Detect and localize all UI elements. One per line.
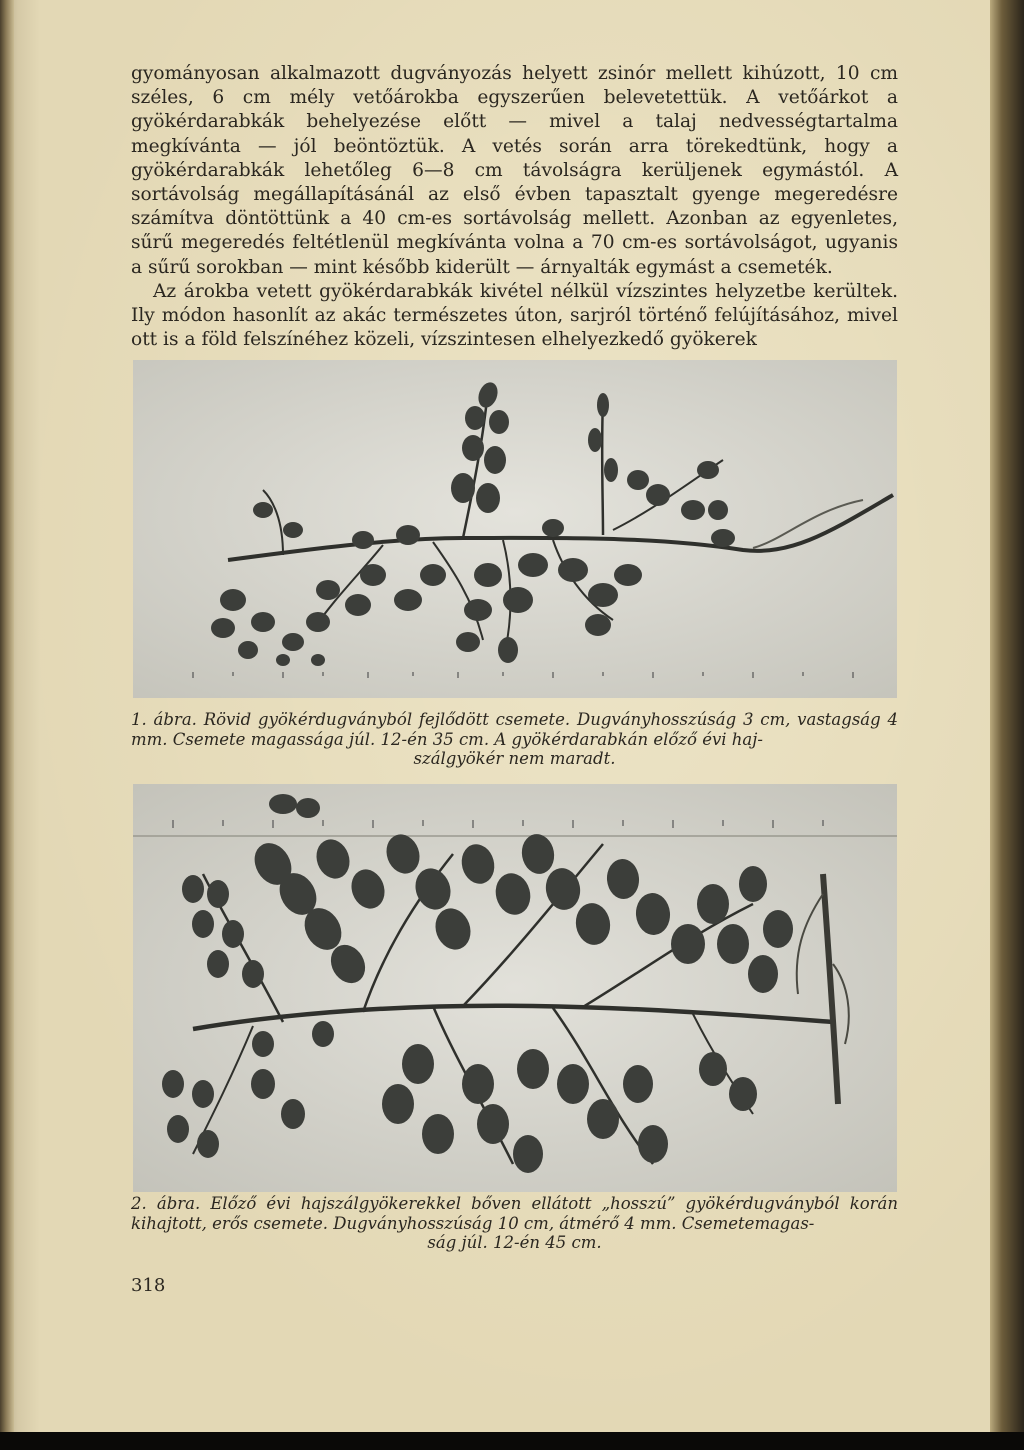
figure-2-caption-text: Előző évi hajszálgyökerekkel bőven ellátott „hosszú” gyökérdugványból korán kihajtott, erős csemete. Dugványhosszúság 10 cm, átmérő 4 mm. Csemetemagas- (131, 1194, 899, 1233)
book-binding (0, 0, 14, 1432)
figure-1-photo (133, 360, 897, 698)
bottom-strip (0, 1432, 1024, 1450)
figure-2-seedling-illustration (133, 784, 897, 1192)
figure-2-photo (133, 784, 897, 1192)
paragraph-2: Az árokba vetett gyökérdarabkák kivétel nélkül vízszintes helyzetbe kerültek. Ily módon hasonlít az akác természetes úton, sarjról történő felújításához, mivel ott is a föld felszínéhez közeli, vízszintesen elhelyezkedő gyökerek (131, 280, 898, 351)
figure-1-caption-last-line: szálgyökér nem maradt. (413, 749, 616, 768)
figure-1-caption-text: Rövid gyökérdugványból fejlődött csemete. Dugványhosszúság 3 cm, vastagság 4 mm. Csemete magassága júl. 12-én 35 cm. A gyökérdarabkán előző évi haj- (131, 710, 898, 749)
figure-1-caption-label: 1. ábra. (131, 710, 197, 729)
figure-2-caption (131, 1194, 898, 1253)
figure-2-caption-last-line: ság júl. 12-én 45 cm. (427, 1233, 602, 1252)
figure-1-caption (131, 710, 898, 769)
figure-1-seedling-illustration (133, 360, 897, 698)
body-text (131, 62, 898, 352)
figure-2-caption-label: 2. ábra. (131, 1194, 201, 1213)
page-edge (990, 0, 1024, 1432)
paragraph-1: gyományosan alkalmazott dugványozás helyett zsinór mellett kihúzott, 10 cm széles, 6 cm mély vetőárokba egyszerűen belevetettük. A vetőárkot a gyökérdarabkák behelyezése előtt — mivel a talaj nedvességtartalma megkívánta — jól beöntöztük. A vetés során arra törekedtünk, hogy a gyökérdarabkák lehetőleg 6—8 cm távolságra kerüljenek egymástól. A sortávolság megállapításánál az első évben tapasztalt gyenge megeredésre számítva döntöttünk a 40 cm-es sortávolság mellett. Azonban az egyenletes, sűrű megeredés feltétlenül megkívánta volna a 70 cm-es sortávolságot, ugyanis a sűrű sorokban — mint később kiderült — árnyalták egymást a csemeték. (131, 63, 898, 278)
page-number: 318 (131, 1275, 166, 1296)
